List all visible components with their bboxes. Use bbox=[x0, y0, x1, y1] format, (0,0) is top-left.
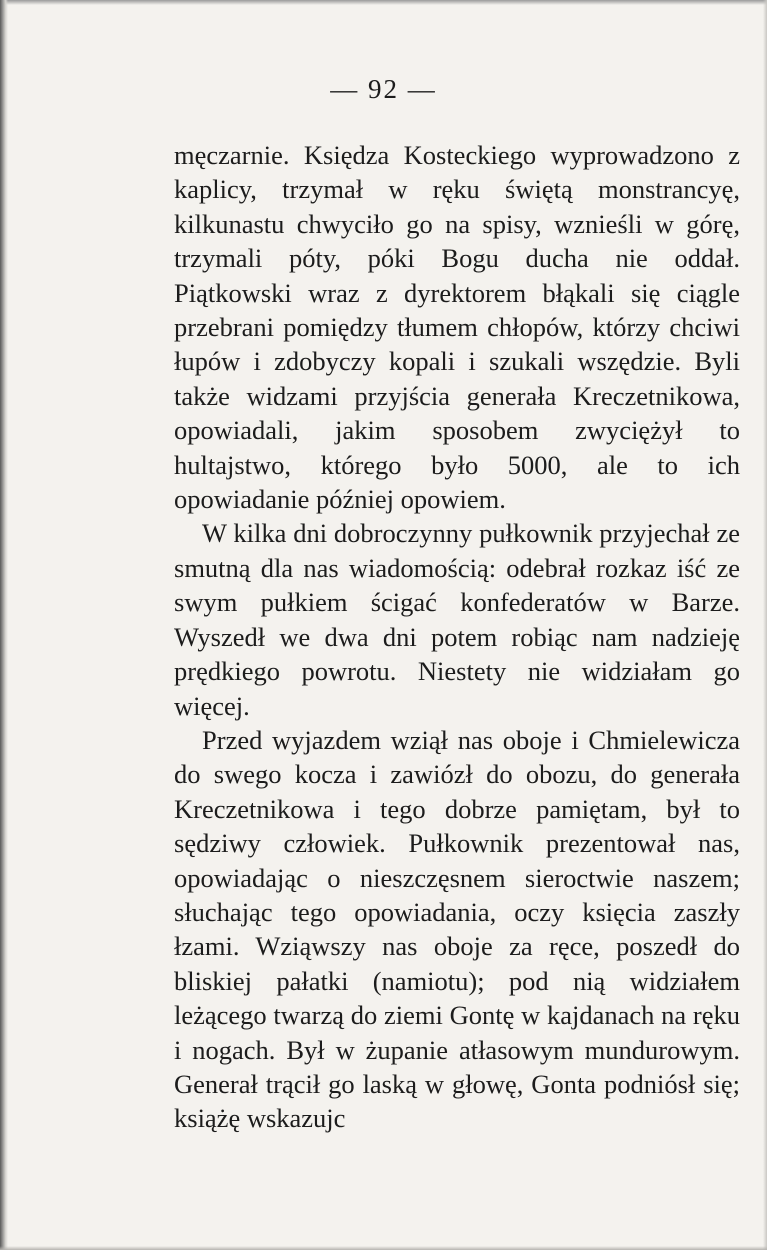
body-text bbox=[174, 138, 740, 1136]
page-top-edge bbox=[0, 0, 767, 5]
page-right-edge bbox=[763, 0, 767, 1250]
page-bottom-edge bbox=[0, 1246, 767, 1250]
paragraph-3: Przed wyjazdem wziął nas oboje i Chmielewicza do swego kocza i zawiózł do obozu, do generała Kreczetnikowa i tego dobrze pamiętam, był to sędziwy człowiek. Pułkownik prezentował nas, opowiadając o nieszczęsnem sieroctwie naszem; słuchając tego opowiadania, oczy księcia zaszły łzami. Wziąwszy nas oboje za ręce, poszedł do bliskiej pałatki (namiotu); pod nią widziałem leżącego twarzą do ziemi Gontę w kajdanach na ręku i nogach. Był w żupanie atłasowym mundurowym. Generał trącił go laską w głowę, Gonta podniósł się; książę wskazujc bbox=[174, 724, 740, 1134]
page-number: — 92 — bbox=[330, 74, 437, 104]
paragraph-2: W kilka dni dobroczynny pułkownik przyjechał ze smutną dla nas wiadomością: odebrał rozkaz iść ze swym pułkiem ścigać konfederatów w Barze. Wyszedł we dwa dni potem robiąc nam nadzieję prędkiego powrotu. Niestety nie widziałam go więcej. bbox=[174, 518, 740, 721]
paragraph-1: męczarnie. Księdza Kosteckiego wyprowadzono z kaplicy, trzymał w ręku świętą monstrancyę, kilkunastu chwyciło go na spisy, wznieśli w górę, trzymali póty, póki Bogu ducha nie oddał. Piątkowski wraz z dyrektorem błąkali się ciągle przebrani pomiędzy tłumem chłopów, którzy chciwi łupów i zdobyczy kopali i szukali wszędzie. Byli także widzami przyjścia generała Kreczetnikowa, opowiadali, jakim sposobem zwyciężył to hultajstwo, którego było 5000, ale to ich opowiadanie później opowiem. bbox=[174, 140, 740, 515]
page-binding-edge bbox=[0, 0, 8, 1250]
